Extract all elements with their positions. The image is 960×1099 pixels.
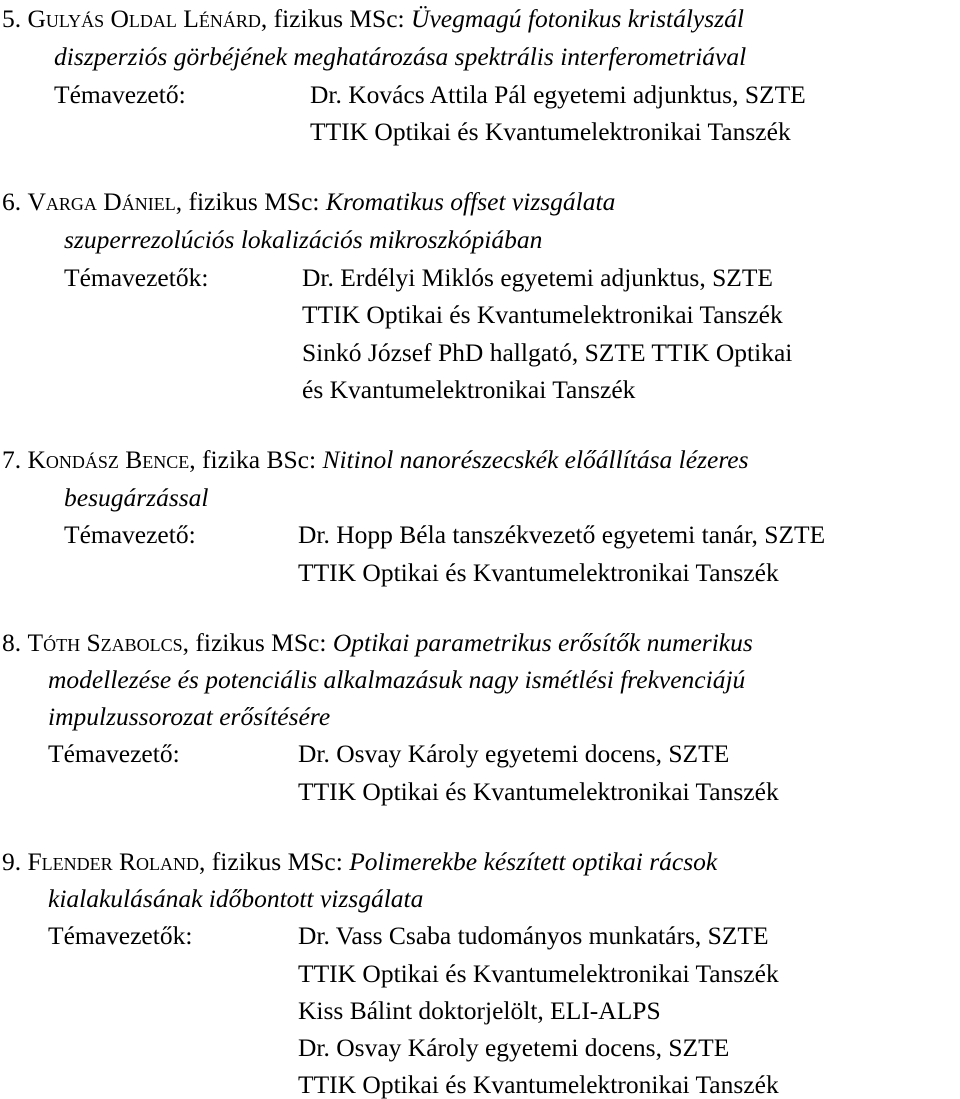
supervisor-line: Dr. Vass Csaba tudományos munkatárs, SZTE	[298, 921, 769, 950]
student-name: Gulyás Oldal Lénárd	[27, 4, 261, 33]
thesis-title: Polimerekbe készített optikai rácsok	[349, 847, 718, 876]
supervisor-line: Dr. Osvay Károly egyetemi docens, SZTE	[298, 739, 730, 768]
supervisor-line: Dr. Erdélyi Miklós egyetemi adjunktus, SZTE	[302, 263, 773, 292]
degree-label: , fizikus MSc:	[175, 187, 326, 216]
supervisor-label: Témavezető:	[64, 520, 196, 549]
supervisor-label: Témavezetők:	[48, 921, 193, 950]
entry-number: 5.	[2, 4, 22, 33]
thesis-title-cont: diszperziós görbéjének meghatározása spektrális interferometriával	[54, 42, 747, 71]
entry-number: 9.	[2, 847, 22, 876]
degree-label: , fizikus MSc:	[182, 628, 333, 657]
entry-7-heading	[2, 447, 749, 473]
thesis-title-cont: impulzussorozat erősítésére	[48, 702, 331, 731]
supervisor-line: Kiss Bálint doktorjelölt, ELI-ALPS	[298, 996, 661, 1025]
supervisor-line: TTIK Optikai és Kvantumelektronikai Tanszék	[298, 959, 779, 988]
entry-number: 7.	[2, 445, 22, 474]
supervisor-line: TTIK Optikai és Kvantumelektronikai Tanszék	[298, 1070, 779, 1099]
student-name: Varga Dániel	[27, 187, 176, 216]
entry-number: 6.	[2, 187, 22, 216]
supervisor-label: Témavezetők:	[64, 263, 209, 292]
supervisor-line: TTIK Optikai és Kvantumelektronikai Tanszék	[298, 558, 779, 587]
thesis-title-cont: szuperrezolúciós lokalizációs mikroszkópiában	[64, 225, 543, 254]
entry-number: 8.	[2, 628, 22, 657]
thesis-title: Üvegmagú fotonikus kristályszál	[411, 4, 744, 33]
thesis-title: Optikai parametrikus erősítők numerikus	[332, 628, 753, 657]
thesis-title-cont: besugárzással	[64, 483, 209, 512]
supervisor-line: és Kvantumelektronikai Tanszék	[302, 375, 636, 404]
entry-8-heading	[2, 630, 753, 656]
thesis-title-cont: modellezése és potenciális alkalmazásuk nagy ismétlési frekvenciájú	[48, 665, 746, 694]
entry-5-heading	[2, 6, 744, 32]
thesis-title: Kromatikus offset vizsgálata	[325, 187, 616, 216]
student-name: Tóth Szabolcs	[27, 628, 183, 657]
student-name: Flender Roland	[27, 847, 200, 876]
supervisor-line: TTIK Optikai és Kvantumelektronikai Tanszék	[302, 300, 783, 329]
thesis-title: Nitinol nanorészecskék előállítása lézeres	[322, 445, 749, 474]
supervisor-line: TTIK Optikai és Kvantumelektronikai Tanszék	[310, 117, 791, 146]
supervisor-line: Sinkó József PhD hallgató, SZTE TTIK Optikai	[302, 338, 793, 367]
supervisor-line: TTIK Optikai és Kvantumelektronikai Tanszék	[298, 777, 779, 806]
degree-label: , fizikus MSc:	[199, 847, 350, 876]
supervisor-label: Témavezető:	[48, 739, 180, 768]
entry-6-heading	[2, 189, 615, 215]
degree-label: , fizikus MSc:	[260, 4, 412, 33]
supervisor-line: Dr. Osvay Károly egyetemi docens, SZTE	[298, 1033, 730, 1062]
supervisor-line: Dr. Kovács Attila Pál egyetemi adjunktus, SZTE	[310, 80, 806, 109]
student-name: Kondász Bence	[27, 445, 190, 474]
degree-label: , fizika BSc:	[189, 445, 323, 474]
thesis-title-cont: kialakulásának időbontott vizsgálata	[48, 884, 424, 913]
supervisor-line: Dr. Hopp Béla tanszékvezető egyetemi tanár, SZTE	[298, 520, 826, 549]
supervisor-label: Témavezető:	[54, 80, 186, 109]
entry-9-heading	[2, 849, 717, 875]
